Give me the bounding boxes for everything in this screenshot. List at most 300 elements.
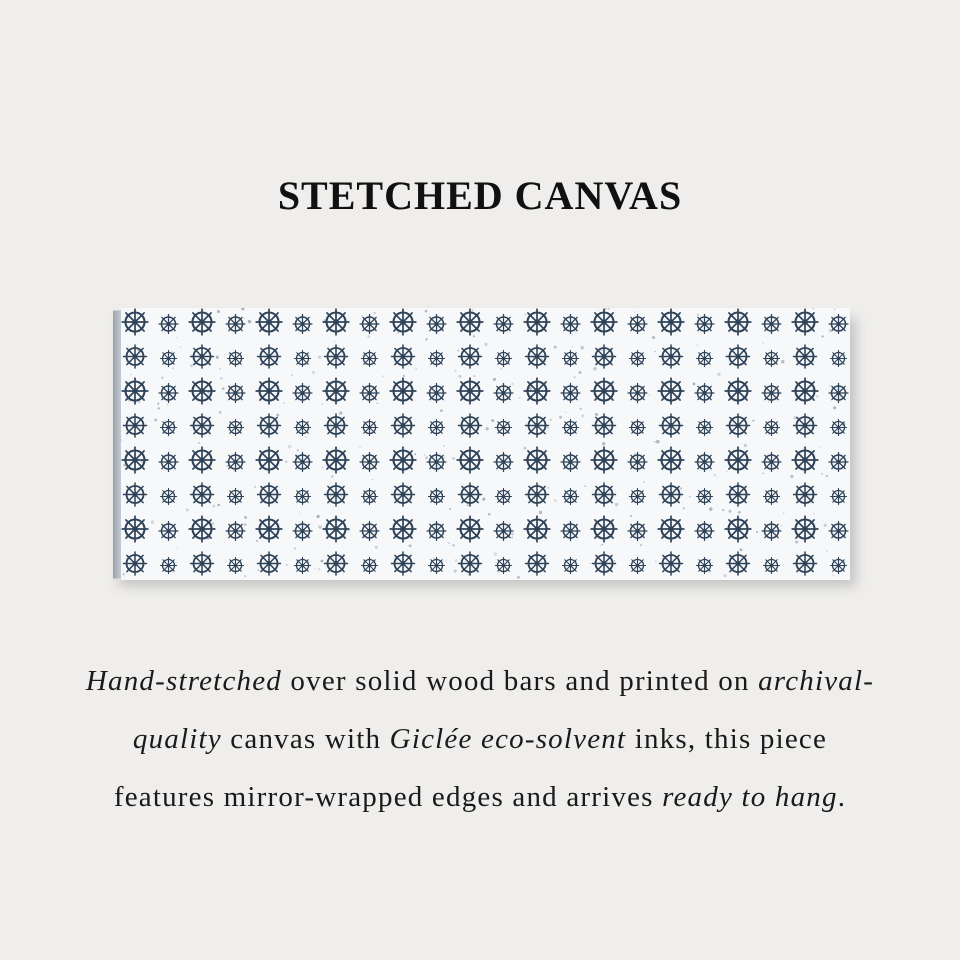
speckle bbox=[762, 473, 764, 475]
speckle bbox=[318, 568, 320, 570]
speckle bbox=[756, 531, 758, 533]
speckle bbox=[655, 561, 656, 562]
speckle bbox=[762, 342, 763, 343]
speckle bbox=[448, 542, 450, 544]
ship-wheel-icon bbox=[792, 378, 818, 404]
speckle bbox=[190, 364, 193, 367]
speckle bbox=[547, 427, 548, 428]
ship-wheel-icon bbox=[427, 315, 446, 334]
speckle bbox=[383, 375, 385, 377]
speckle bbox=[634, 453, 635, 454]
ship-wheel-icon bbox=[727, 483, 750, 506]
speckle bbox=[572, 346, 573, 347]
ship-wheel-icon bbox=[830, 488, 846, 504]
ship-wheel-icon bbox=[160, 557, 176, 573]
speckle bbox=[697, 344, 699, 346]
speckle bbox=[523, 447, 526, 450]
speckle bbox=[443, 445, 444, 446]
ship-wheel-icon bbox=[562, 488, 578, 504]
ship-wheel-icon bbox=[696, 419, 712, 435]
ship-wheel-icon bbox=[792, 516, 818, 542]
speckle bbox=[409, 544, 412, 547]
ship-wheel-icon bbox=[191, 552, 214, 575]
speckle bbox=[339, 411, 342, 414]
speckle bbox=[217, 504, 220, 507]
ship-wheel-icon bbox=[727, 345, 750, 368]
speckle bbox=[291, 374, 293, 376]
ship-wheel-icon bbox=[494, 522, 513, 541]
speckle bbox=[294, 547, 296, 549]
speckle bbox=[254, 486, 256, 488]
speckle bbox=[321, 560, 324, 563]
ship-wheel-icon bbox=[829, 453, 848, 472]
speckle bbox=[488, 513, 491, 516]
ship-wheel-icon bbox=[794, 483, 817, 506]
ship-wheel-icon bbox=[762, 522, 781, 541]
speckle bbox=[361, 315, 362, 316]
ship-wheel-icon bbox=[258, 414, 281, 437]
speckle bbox=[749, 462, 751, 464]
ship-wheel-icon bbox=[390, 516, 416, 542]
ship-wheel-icon bbox=[361, 419, 377, 435]
ship-wheel-icon bbox=[725, 447, 751, 473]
ship-wheel-icon bbox=[191, 414, 214, 437]
speckle bbox=[397, 331, 399, 333]
ship-wheel-icon bbox=[695, 453, 714, 472]
speckle bbox=[425, 310, 428, 313]
speckle bbox=[589, 563, 590, 564]
ship-wheel-icon bbox=[660, 552, 683, 575]
ship-wheel-icon bbox=[628, 384, 647, 403]
ship-wheel-icon bbox=[323, 447, 349, 473]
ship-wheel-icon bbox=[189, 378, 215, 404]
speckle bbox=[643, 481, 645, 483]
speckle bbox=[424, 455, 426, 457]
speckle bbox=[220, 377, 223, 380]
speckle bbox=[593, 367, 597, 371]
ship-wheel-icon bbox=[526, 552, 549, 575]
ship-wheel-icon bbox=[725, 516, 751, 542]
speckle bbox=[517, 576, 520, 579]
speckle bbox=[581, 346, 584, 349]
speckle bbox=[608, 308, 610, 310]
ship-wheel-icon bbox=[763, 488, 779, 504]
speckle bbox=[781, 360, 784, 363]
speckle bbox=[519, 397, 521, 399]
speckle bbox=[493, 378, 496, 381]
ship-wheel-icon bbox=[658, 378, 684, 404]
ship-wheel-icon bbox=[390, 378, 416, 404]
ship-wheel-icon bbox=[830, 419, 846, 435]
ship-wheel-icon bbox=[591, 309, 617, 335]
speckle bbox=[554, 499, 557, 502]
speckle bbox=[130, 374, 132, 376]
speckle bbox=[234, 470, 235, 471]
speckle bbox=[244, 516, 247, 519]
speckle bbox=[154, 419, 157, 422]
speckle bbox=[455, 370, 457, 372]
ship-wheel-icon bbox=[591, 447, 617, 473]
speckle bbox=[834, 309, 835, 310]
speckle bbox=[372, 479, 373, 480]
speckle bbox=[443, 457, 444, 458]
speckle bbox=[286, 564, 288, 566]
ship-wheel-icon bbox=[459, 552, 482, 575]
speckle bbox=[403, 375, 405, 377]
speckle bbox=[425, 338, 428, 341]
ship-wheel-icon bbox=[658, 516, 684, 542]
ship-wheel-icon bbox=[696, 350, 712, 366]
ship-wheel-icon bbox=[392, 414, 415, 437]
ship-wheel-icon bbox=[392, 552, 415, 575]
ship-wheel-icon bbox=[696, 557, 712, 573]
ship-wheel-icon bbox=[390, 309, 416, 335]
ship-wheel-icon bbox=[160, 419, 176, 435]
speckle bbox=[312, 371, 315, 374]
speckle bbox=[301, 439, 302, 440]
speckle bbox=[305, 436, 306, 437]
ship-wheel-icon bbox=[794, 345, 817, 368]
speckle bbox=[649, 394, 650, 395]
ship-wheel-icon bbox=[830, 557, 846, 573]
ship-wheel-icon bbox=[660, 345, 683, 368]
ship-wheel-icon bbox=[457, 447, 483, 473]
ship-wheel-icon bbox=[725, 378, 751, 404]
speckle bbox=[584, 485, 586, 487]
speckle bbox=[813, 513, 814, 514]
speckle bbox=[790, 475, 793, 478]
speckle bbox=[452, 544, 455, 547]
ship-wheel-icon bbox=[763, 350, 779, 366]
ship-wheel-icon bbox=[360, 384, 379, 403]
ship-wheel-icon bbox=[294, 488, 310, 504]
ship-wheel-icon bbox=[191, 345, 214, 368]
speckle bbox=[565, 412, 566, 413]
ship-wheel-icon bbox=[792, 447, 818, 473]
ship-wheel-icon bbox=[226, 315, 245, 334]
ship-wheel-icon bbox=[629, 350, 645, 366]
speckle bbox=[656, 440, 659, 443]
ship-wheel-icon bbox=[294, 557, 310, 573]
ship-wheel-icon bbox=[628, 315, 647, 334]
ship-wheel-icon bbox=[524, 516, 550, 542]
ship-wheel-icon bbox=[830, 350, 846, 366]
speckle bbox=[425, 456, 428, 459]
ship-wheel-icon bbox=[189, 309, 215, 335]
speckle bbox=[572, 334, 573, 335]
ship-wheel-icon bbox=[658, 309, 684, 335]
description-em-2: archival-quality bbox=[132, 665, 875, 755]
ship-wheel-icon bbox=[227, 488, 243, 504]
ship-wheel-icon bbox=[392, 345, 415, 368]
ship-wheel-icon bbox=[593, 345, 616, 368]
speckle bbox=[821, 335, 823, 337]
ship-wheel-icon bbox=[696, 488, 712, 504]
ship-wheel-icon bbox=[459, 483, 482, 506]
ship-wheel-icon bbox=[390, 447, 416, 473]
ship-wheel-icon bbox=[189, 516, 215, 542]
speckle bbox=[652, 336, 655, 339]
speckle bbox=[222, 387, 225, 390]
ship-wheel-icon bbox=[227, 419, 243, 435]
page-title: STETCHED CANVAS bbox=[277, 173, 683, 218]
ship-wheel-icon bbox=[256, 378, 282, 404]
speckle bbox=[832, 575, 834, 577]
speckle bbox=[198, 442, 200, 444]
ship-wheel-icon bbox=[794, 552, 817, 575]
speckle bbox=[186, 509, 189, 512]
ship-wheel-icon bbox=[762, 384, 781, 403]
speckle bbox=[484, 343, 487, 346]
ship-wheel-icon bbox=[428, 350, 444, 366]
ship-wheel-icon bbox=[226, 522, 245, 541]
speckle bbox=[491, 419, 494, 422]
speckle bbox=[172, 368, 174, 370]
speckle bbox=[816, 395, 818, 397]
speckle bbox=[122, 573, 125, 576]
ship-wheel-icon bbox=[191, 483, 214, 506]
ship-wheel-icon bbox=[124, 483, 147, 506]
speckle bbox=[726, 471, 727, 472]
speckle bbox=[828, 329, 831, 332]
speckle bbox=[297, 449, 300, 452]
speckle bbox=[705, 419, 706, 420]
ship-wheel-icon bbox=[725, 309, 751, 335]
speckle bbox=[248, 320, 251, 323]
ship-wheel-icon bbox=[660, 414, 683, 437]
speckle bbox=[511, 532, 514, 535]
ship-wheel-icon bbox=[495, 488, 511, 504]
canvas-print bbox=[113, 308, 850, 580]
speckle bbox=[615, 503, 618, 506]
speckle bbox=[482, 498, 485, 501]
ship-wheel-icon bbox=[122, 378, 148, 404]
ship-wheel-icon bbox=[660, 483, 683, 506]
ship-wheel-icon bbox=[428, 419, 444, 435]
speckle bbox=[826, 475, 828, 477]
description-em-1: Hand-stretched bbox=[85, 665, 282, 697]
ship-wheel-icon bbox=[227, 557, 243, 573]
ship-wheel-icon bbox=[629, 557, 645, 573]
ship-wheel-icon bbox=[323, 516, 349, 542]
speckle bbox=[554, 346, 557, 349]
speckle bbox=[795, 541, 798, 544]
speckle bbox=[367, 335, 370, 338]
ship-wheel-icon bbox=[524, 447, 550, 473]
speckle bbox=[217, 310, 220, 313]
speckle bbox=[158, 407, 160, 409]
ship-wheel-icon bbox=[122, 309, 148, 335]
ship-wheel-icon bbox=[227, 350, 243, 366]
ship-wheel-icon bbox=[256, 516, 282, 542]
ship-wheel-icon bbox=[159, 315, 178, 334]
speckle bbox=[709, 507, 712, 510]
speckle bbox=[559, 416, 562, 419]
ship-wheel-icon bbox=[124, 552, 147, 575]
speckle bbox=[180, 346, 182, 348]
speckle bbox=[781, 525, 782, 526]
speckle bbox=[599, 545, 601, 547]
ship-wheel-icon bbox=[258, 483, 281, 506]
speckle bbox=[219, 411, 222, 414]
speckle bbox=[831, 356, 833, 358]
ship-wheel-icon bbox=[593, 414, 616, 437]
speckle bbox=[714, 474, 717, 477]
speckle bbox=[578, 371, 581, 374]
speckle bbox=[524, 314, 526, 316]
speckle bbox=[826, 550, 828, 552]
speckle bbox=[494, 552, 498, 556]
speckle bbox=[334, 341, 335, 342]
speckle bbox=[359, 446, 360, 447]
ship-wheel-icon bbox=[762, 315, 781, 334]
ship-wheel-icon bbox=[124, 345, 147, 368]
ship-wheel-icon bbox=[361, 488, 377, 504]
ship-wheel-icon bbox=[428, 557, 444, 573]
speckle bbox=[473, 335, 475, 337]
ship-wheel-icon bbox=[561, 384, 580, 403]
description-text-3: inks, this piece features mirror-wrapped edges and arrives bbox=[113, 723, 828, 813]
ship-wheel-icon bbox=[628, 453, 647, 472]
canvas-artwork bbox=[121, 308, 850, 580]
ship-wheel-icon bbox=[526, 414, 549, 437]
speckle bbox=[740, 316, 741, 317]
ship-wheel-icon bbox=[562, 350, 578, 366]
ship-wheel-icon bbox=[457, 516, 483, 542]
speckle bbox=[602, 544, 604, 546]
speckle bbox=[440, 409, 443, 412]
speckle bbox=[375, 546, 378, 549]
ship-wheel-icon bbox=[360, 453, 379, 472]
ship-wheel-icon bbox=[792, 309, 818, 335]
speckle bbox=[485, 427, 488, 430]
ship-wheel-icon bbox=[794, 414, 817, 437]
speckle bbox=[574, 376, 576, 378]
ship-wheel-icon bbox=[495, 557, 511, 573]
speckle bbox=[614, 560, 616, 562]
ship-wheel-icon bbox=[226, 453, 245, 472]
speckle bbox=[157, 403, 159, 405]
ship-wheel-icon bbox=[459, 345, 482, 368]
speckle bbox=[300, 512, 301, 513]
ship-wheel-icon bbox=[427, 522, 446, 541]
speckle bbox=[724, 574, 727, 577]
speckle bbox=[455, 559, 458, 562]
speckle bbox=[283, 402, 285, 404]
speckle bbox=[433, 558, 435, 560]
speckle bbox=[472, 310, 474, 312]
description-text-1: over solid wood bars and printed on bbox=[281, 665, 759, 697]
ship-wheel-icon bbox=[392, 483, 415, 506]
ship-wheel-icon bbox=[829, 522, 848, 541]
ship-wheel-icon bbox=[526, 345, 549, 368]
speckle bbox=[315, 568, 316, 569]
speckle bbox=[580, 408, 582, 410]
speckle bbox=[151, 520, 155, 524]
ship-wheel-icon bbox=[562, 419, 578, 435]
ship-wheel-icon bbox=[829, 315, 848, 334]
speckle bbox=[321, 403, 323, 405]
speckle bbox=[511, 383, 513, 385]
speckle bbox=[457, 349, 459, 351]
speckle bbox=[452, 457, 455, 460]
ship-wheel-icon bbox=[159, 384, 178, 403]
ship-wheel-icon bbox=[258, 552, 281, 575]
speckle bbox=[728, 510, 731, 513]
speckle bbox=[256, 540, 258, 542]
ship-wheel-icon bbox=[695, 522, 714, 541]
ship-wheel-icon bbox=[325, 552, 348, 575]
speckle bbox=[820, 447, 821, 448]
ship-wheel-icon bbox=[629, 419, 645, 435]
speckle bbox=[511, 537, 513, 539]
ship-wheel-icon bbox=[829, 384, 848, 403]
speckle bbox=[161, 377, 163, 379]
ship-wheel-icon bbox=[361, 557, 377, 573]
speckle bbox=[680, 487, 682, 489]
speckle bbox=[550, 419, 552, 421]
ship-wheel-icon bbox=[160, 488, 176, 504]
speckle bbox=[219, 368, 221, 370]
speckle bbox=[739, 548, 742, 551]
description-text-4: . bbox=[837, 781, 847, 813]
ship-wheel-icon bbox=[323, 378, 349, 404]
ship-wheel-icon bbox=[325, 345, 348, 368]
ship-wheel-icon bbox=[428, 488, 444, 504]
speckle bbox=[216, 356, 219, 359]
description-em-4: ready to hang bbox=[662, 781, 838, 813]
speckle bbox=[722, 509, 724, 511]
description-em-3: Giclée eco-solvent bbox=[389, 723, 627, 755]
ship-wheel-icon bbox=[293, 453, 312, 472]
speckle bbox=[654, 351, 656, 353]
speckle bbox=[176, 337, 178, 339]
speckle bbox=[697, 314, 699, 316]
ship-wheel-icon bbox=[763, 419, 779, 435]
speckle bbox=[167, 404, 169, 406]
ship-wheel-icon bbox=[561, 453, 580, 472]
description-text-2: canvas with bbox=[221, 723, 390, 755]
speckle bbox=[257, 569, 259, 571]
speckle bbox=[276, 414, 279, 417]
speckle bbox=[833, 406, 836, 409]
ship-wheel-icon bbox=[495, 419, 511, 435]
ship-wheel-icon bbox=[457, 378, 483, 404]
ship-wheel-icon bbox=[562, 557, 578, 573]
speckle bbox=[458, 375, 461, 378]
ship-wheel-icon bbox=[593, 483, 616, 506]
ship-wheel-icon bbox=[160, 350, 176, 366]
ship-wheel-icon bbox=[159, 453, 178, 472]
speckle bbox=[414, 453, 416, 455]
speckle bbox=[316, 515, 319, 518]
ship-wheel-icon bbox=[524, 378, 550, 404]
ship-wheel-icon bbox=[124, 414, 147, 437]
speckle bbox=[689, 496, 691, 498]
speckle bbox=[244, 523, 247, 526]
speckle bbox=[212, 504, 215, 507]
ship-wheel-icon bbox=[561, 315, 580, 334]
ship-wheel-icon bbox=[695, 315, 714, 334]
speckle bbox=[454, 569, 457, 572]
speckle bbox=[539, 511, 542, 514]
speckle bbox=[374, 312, 376, 314]
ship-wheel-icon bbox=[495, 350, 511, 366]
ship-wheel-icon bbox=[256, 309, 282, 335]
speckle bbox=[682, 507, 685, 510]
ship-wheel-icon bbox=[293, 315, 312, 334]
speckle bbox=[738, 511, 741, 514]
